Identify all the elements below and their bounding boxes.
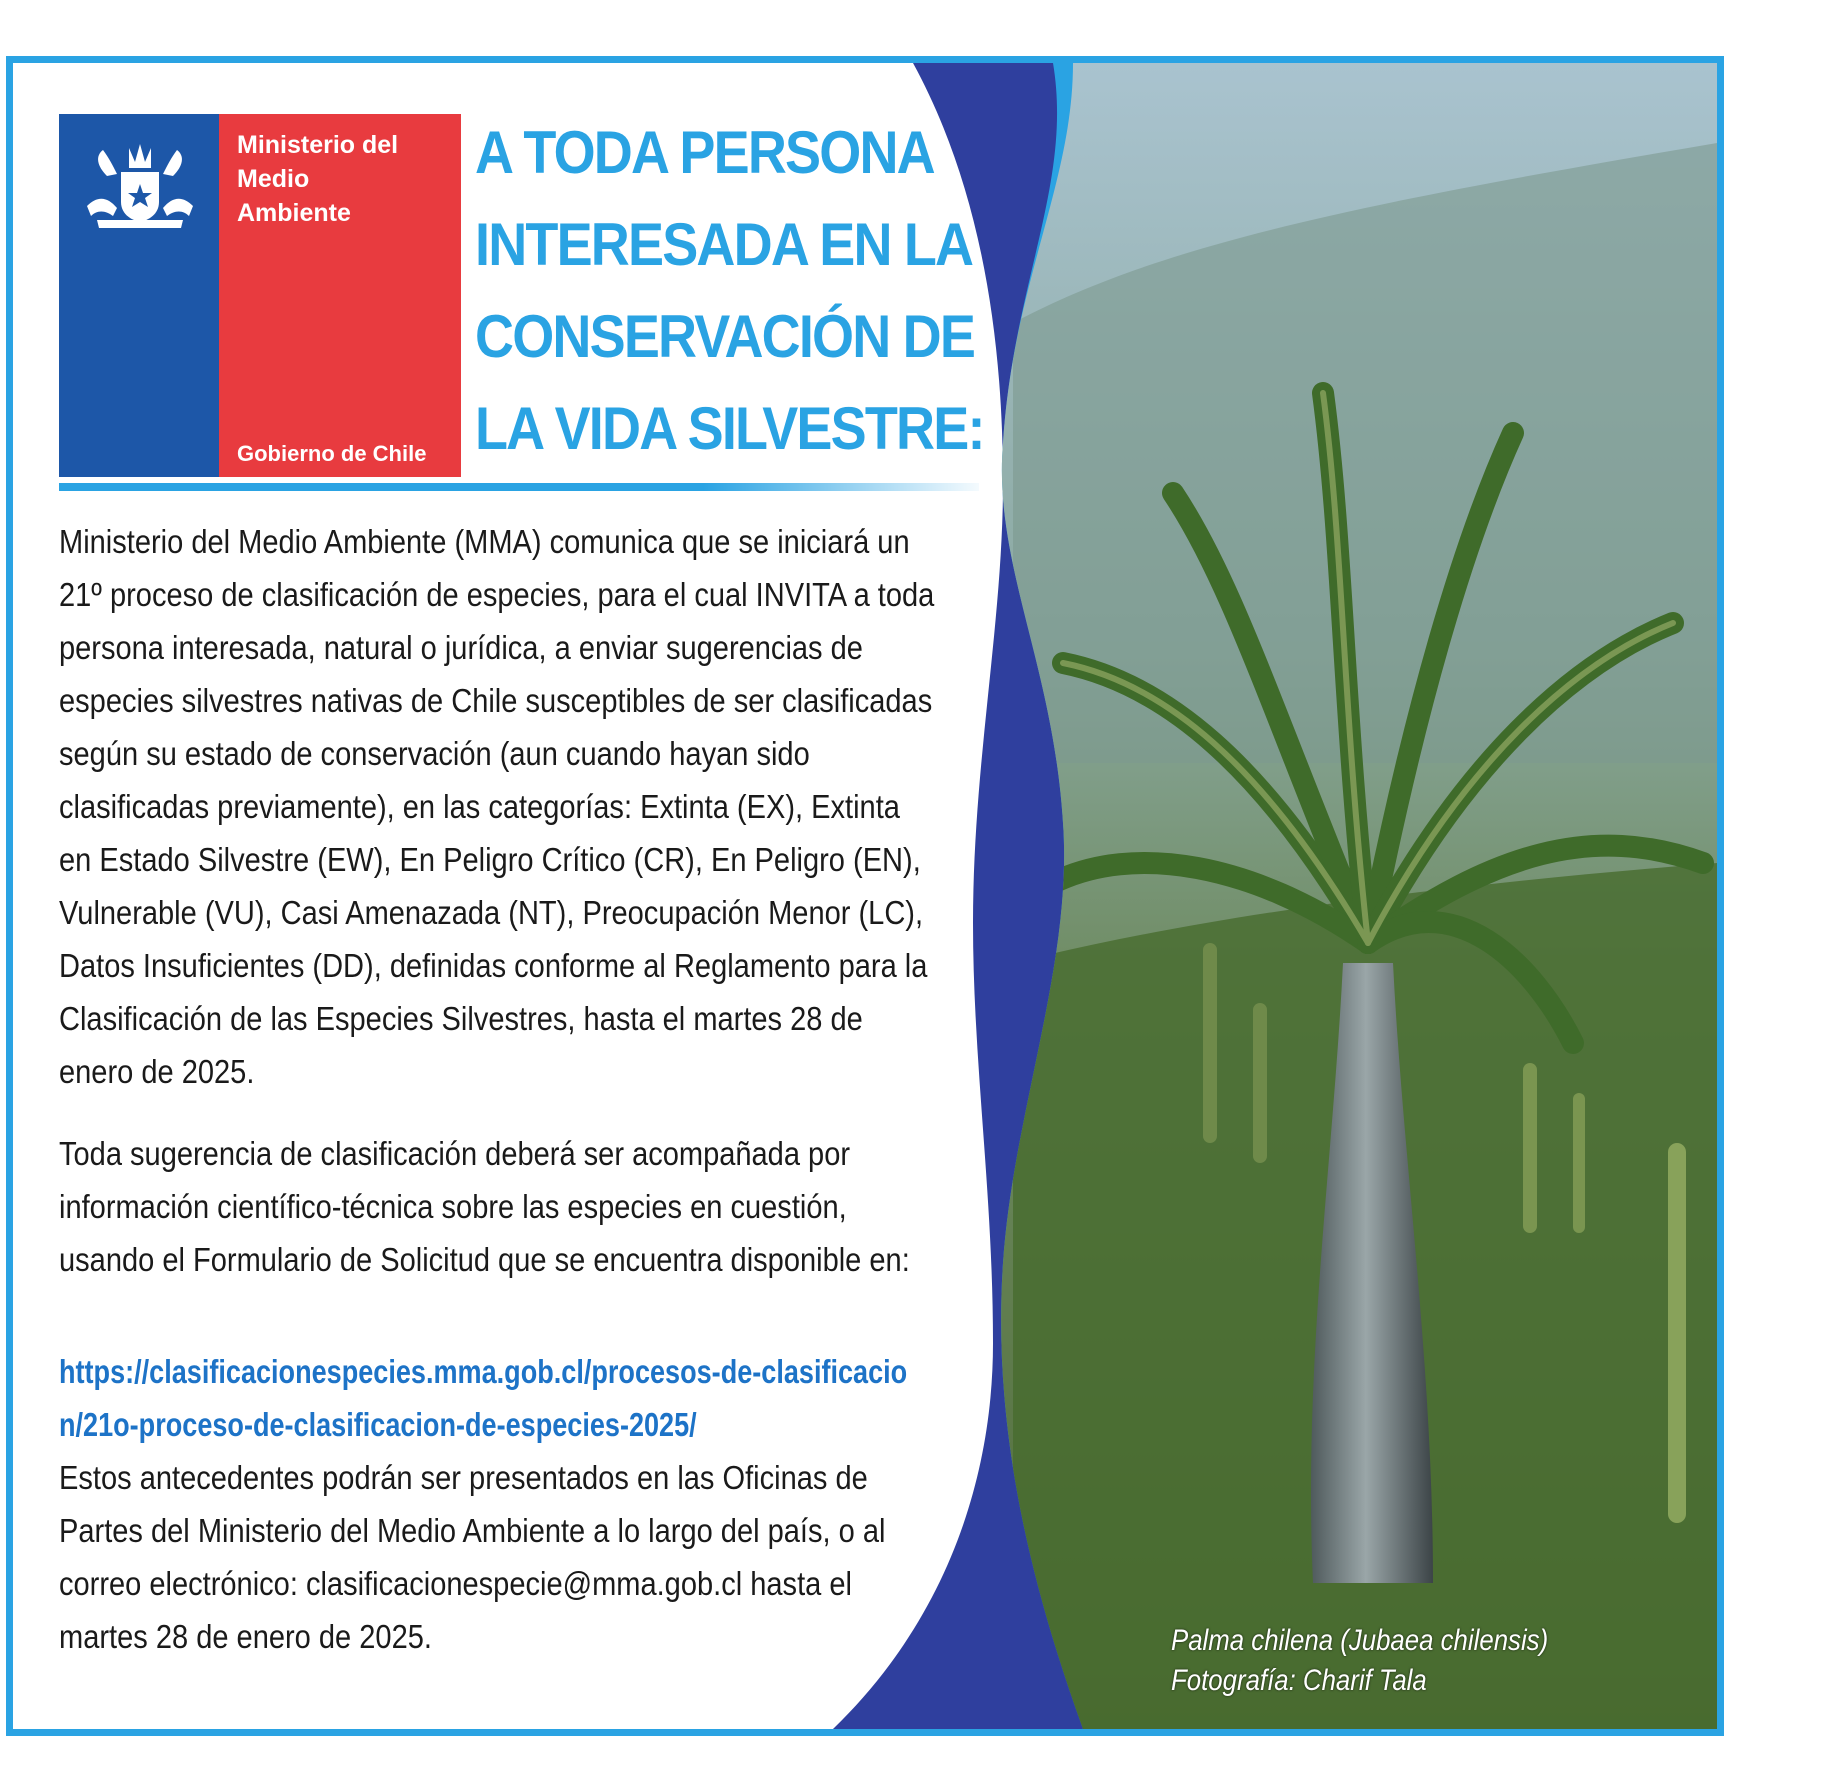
photo-caption	[1171, 1621, 1548, 1701]
ministry-logo	[59, 114, 461, 477]
notice-frame	[6, 56, 1724, 1736]
form-link[interactable]: https://clasificacionespecies.mma.gob.cl/procesos-de-clasificacion/21o-proceso-de-clasificacion-de-especies-2025/	[59, 1353, 908, 1443]
government-name: Gobierno de Chile	[237, 441, 427, 466]
ministry-name: Ministerio del Medio Ambiente	[237, 131, 399, 227]
photo-caption-species: Palma chilena (Jubaea chilensis)	[1171, 1624, 1549, 1657]
body-paragraph-1: Ministerio del Medio Ambiente (MMA) comunica que se iniciará un 21º proceso de clasificación de especies, para el cual INVITA a toda persona interesada, natural o jurídica, a enviar sugerencias de especies silvestres nativas de Chile susceptibles de ser clasificadas según su estado de conservación (aun cuando hayan sido clasificadas previamente), en las categorías: Extinta (EX), Extinta en Estado Silvestre (EW), En Peligro Crítico (CR), En Peligro (EN), Vulnerable (VU), Casi Amenazada (NT), Preocupación Menor (LC), Datos Insuficientes (DD), definidas conforme al Reglamento para la Clasificación de las Especies Silvestres, hasta el martes 28 de enero de 2025.	[59, 523, 935, 1090]
headline-line-3: CONSERVACIÓN DE	[475, 303, 975, 370]
logo-blue-panel	[59, 114, 219, 477]
headline-line-1: A TODA PERSONA	[475, 119, 934, 186]
headline-line-2: INTERESADA EN LA	[475, 211, 973, 278]
headline	[475, 107, 995, 475]
body-paragraph-3: Estos antecedentes podrán ser presentados en las Oficinas de Partes del Ministerio del Medio Ambiente a lo largo del país, o al correo electrónico: clasificacionespecie@mma.gob.cl hasta el martes 28 de enero de 2025.	[59, 1459, 886, 1655]
coat-of-arms-icon	[77, 136, 203, 234]
headline-line-4: LA VIDA SILVESTRE:	[475, 395, 984, 462]
headline-divider	[59, 483, 979, 491]
photo-caption-credit: Fotografía: Charif Tala	[1171, 1664, 1427, 1697]
body-paragraph-2: Toda sugerencia de clasificación deberá ser acompañada por información científico-técnica sobre las especies en cuestión, usando el Formulario de Solicitud que se encuentra disponible en:	[59, 1135, 910, 1278]
logo-red-panel	[219, 114, 461, 477]
